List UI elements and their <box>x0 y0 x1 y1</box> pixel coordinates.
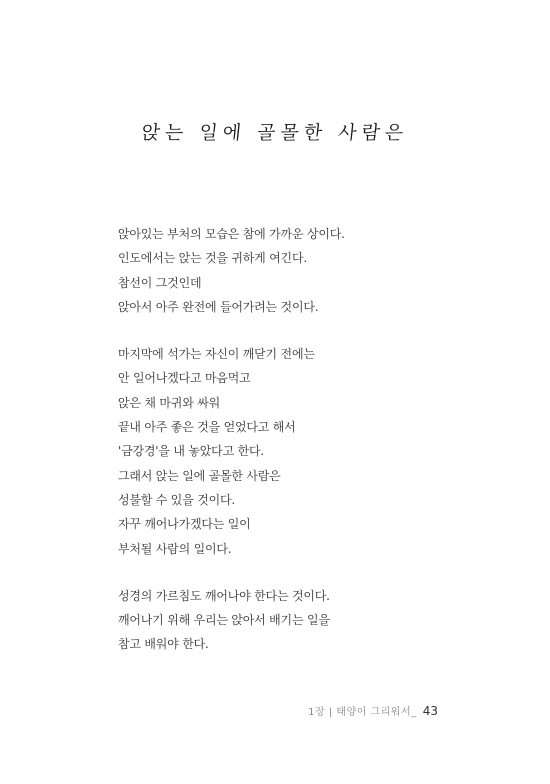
poem-line: 성경의 가르침도 깨어나야 한다는 것이다. <box>118 588 330 603</box>
poem-line: 그래서 앉는 일에 골몰한 사람은 <box>118 468 281 483</box>
poem-line: 참선이 그것인데 <box>118 275 202 290</box>
poem-title: 앉는 일에 골몰한 사람은 <box>140 122 410 144</box>
poem-line: 앉아있는 부처의 모습은 참에 가까운 상이다. <box>118 227 345 241</box>
poem-line: 인도에서는 앉는 것을 귀하게 여긴다. <box>118 251 307 266</box>
poem-line: 성불할 수 있을 것이다. <box>118 492 235 507</box>
poem-line: '금강경'을 내 놓았다고 한다. <box>118 444 264 459</box>
poem-line: 자꾸 깨어나가겠다는 일이 <box>118 517 251 532</box>
poem-body <box>118 222 438 680</box>
poem-line: 마지막에 석가는 자신이 깨닫기 전에는 <box>118 347 315 362</box>
stanza-1 <box>118 222 438 319</box>
chapter-running-head: 1장 | 태양이 그리워서_ <box>308 707 417 718</box>
poem-line: 앉은 채 마귀와 싸워 <box>118 395 220 410</box>
page-footer <box>308 703 438 718</box>
poem-line: 깨어나기 위해 우리는 앉아서 배기는 일을 <box>118 613 330 628</box>
stanza-3 <box>118 584 438 657</box>
poem-line: 부처될 사람의 일이다. <box>118 541 232 556</box>
poem-line: 안 일어나겠다고 마음먹고 <box>118 371 251 386</box>
poem-line: 앉아서 아주 완전에 들어가려는 것이다. <box>118 299 319 314</box>
stanza-2 <box>118 342 438 561</box>
poem-line: 참고 배워야 한다. <box>118 637 209 652</box>
poem-line: 끝내 아주 좋은 것을 얻었다고 해서 <box>118 420 296 435</box>
page-number: 43 <box>422 704 438 718</box>
